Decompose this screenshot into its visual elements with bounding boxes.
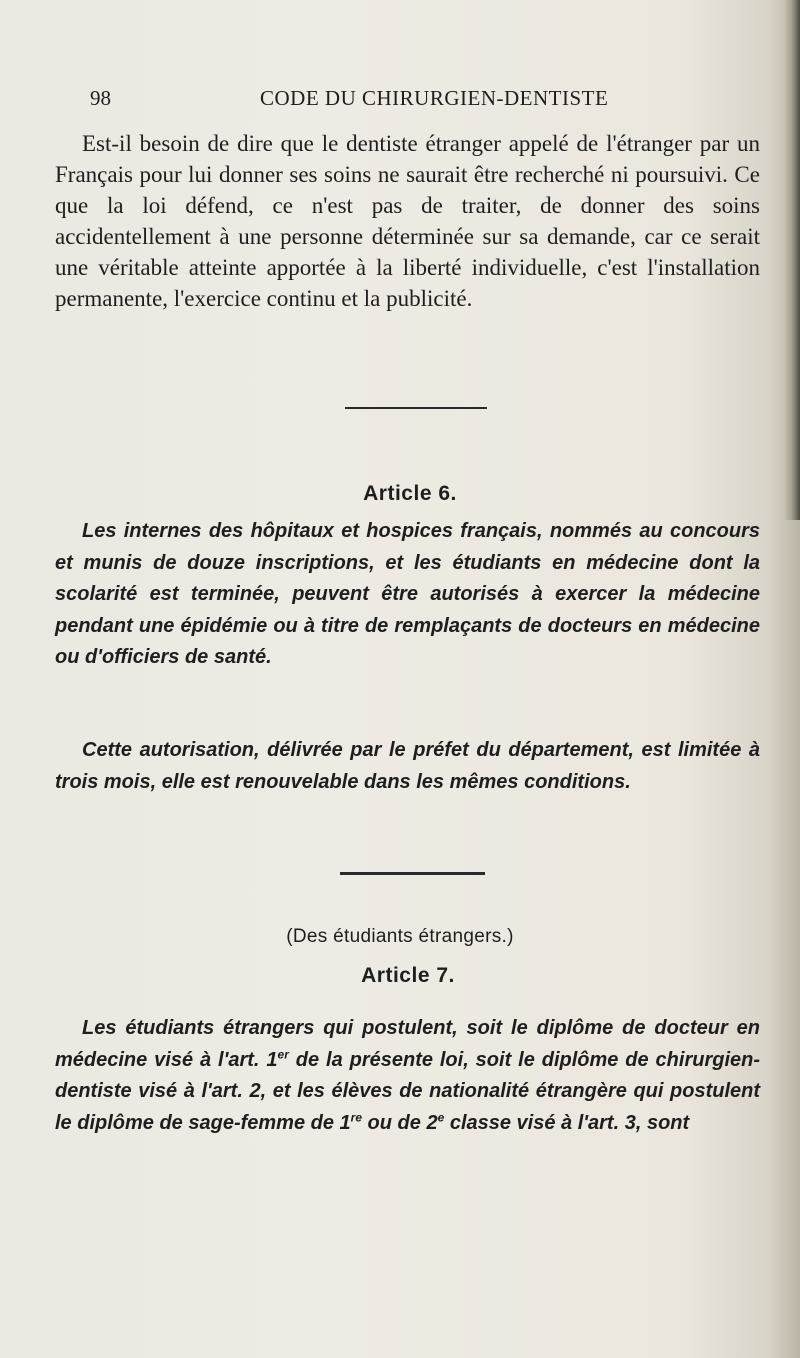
article-7-text: ou de 2 — [362, 1111, 438, 1134]
superscript: er — [277, 1046, 289, 1061]
article-6-paragraph-1: Les internes des hôpitaux et hospices français, nommés au concours et munis de douze inscriptions, et les étudiants en médecine dont la scolarité est terminée, peuvent être autorisés à exercer la médecine pendant une épidémie ou à titre de remplaçants de docteurs en médecine ou d'officiers de santé. — [55, 520, 760, 668]
article-6-heading: Article 6. — [363, 482, 457, 505]
page-edge-shadow — [784, 0, 800, 520]
running-title: CODE DU CHIRURGIEN-DENTISTE — [260, 86, 609, 110]
article-6-paragraph-2: Cette autorisation, délivrée par le préfet du département, est limitée à trois mois, elle est renouvelable dans les mêmes conditions. — [55, 739, 760, 793]
article-7-text: Les étudiants étrangers qui postulent, soit le diplôme de docteur en médecine visé à l'art. 1 — [55, 1017, 760, 1071]
section-divider — [345, 407, 487, 409]
article-7-text: de la présente loi, soit le diplôme de chirurgien-dentiste visé à l'art. 2, et les élèves de nationalité étrangère qui postulent le diplôme de sage-femme de 1 — [55, 1048, 761, 1134]
superscript: re — [350, 1109, 362, 1124]
superscript: e — [437, 1109, 445, 1124]
article-7-paragraph — [55, 1013, 760, 1139]
page-number: 98 — [90, 86, 111, 110]
article-7-subheading: (Des étudiants étrangers.) — [286, 926, 514, 947]
article-7-heading: Article 7. — [361, 964, 455, 987]
article-7-text: classe visé à l'art. 3, sont — [444, 1111, 690, 1134]
page-header — [90, 86, 690, 116]
section-divider — [340, 872, 485, 875]
paragraph-intro: Est-il besoin de dire que le dentiste étranger appelé de l'étranger par un Français pour lui donner ses soins ne saurait être recherché ni poursuivi. Ce que la loi défend, ce n'est pas de traiter, de donner des soins accidentellement à une personne déterminée sur sa demande, car ce serait une véritable atteinte apportée à la liberté individuelle, c'est l'installation permanente, l'exercice continu et la publicité. — [55, 131, 760, 311]
